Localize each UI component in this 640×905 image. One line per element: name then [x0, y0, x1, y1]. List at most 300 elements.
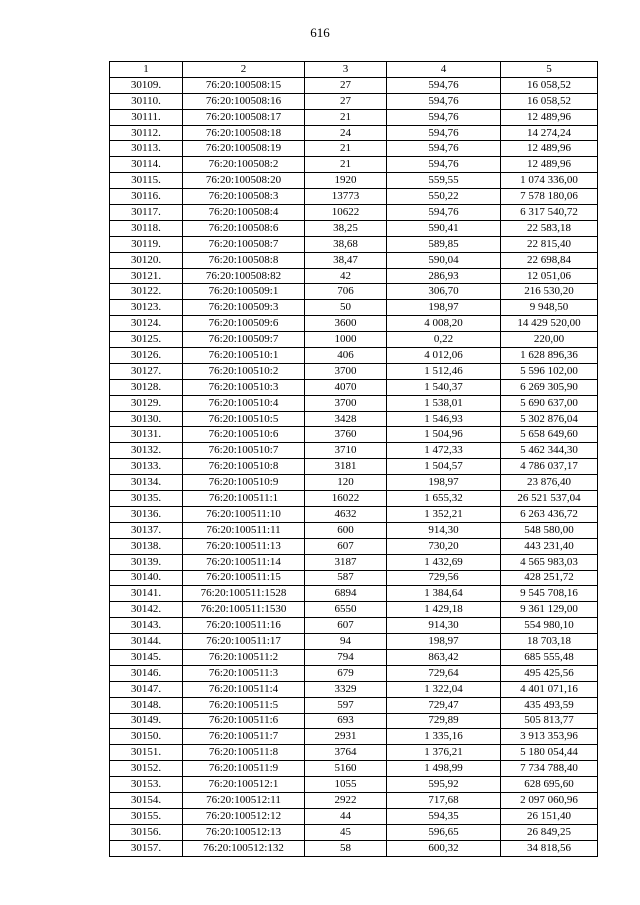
specific-value-cell: 729,89: [387, 713, 501, 729]
cadastral-number-cell: 76:20:100512:13: [183, 824, 305, 840]
cadastral-number-cell: 76:20:100511:1: [183, 491, 305, 507]
area-cell: 42: [305, 268, 387, 284]
area-cell: 38,68: [305, 236, 387, 252]
row-number-cell: 30157.: [110, 840, 183, 856]
table-row: [110, 427, 598, 443]
area-cell: 706: [305, 284, 387, 300]
cadastral-value-cell: 685 555,48: [501, 649, 598, 665]
table-row: [110, 141, 598, 157]
specific-value-cell: 594,76: [387, 125, 501, 141]
area-cell: 120: [305, 475, 387, 491]
table-row: [110, 252, 598, 268]
table-row: [110, 761, 598, 777]
cadastral-number-cell: 76:20:100511:2: [183, 649, 305, 665]
cadastral-number-cell: 76:20:100510:7: [183, 443, 305, 459]
cadastral-number-cell: 76:20:100508:15: [183, 77, 305, 93]
specific-value-cell: 550,22: [387, 189, 501, 205]
area-cell: 607: [305, 538, 387, 554]
specific-value-cell: 600,32: [387, 840, 501, 856]
table-row: [110, 300, 598, 316]
table-body: [110, 77, 598, 856]
row-number-cell: 30129.: [110, 395, 183, 411]
table-row: [110, 316, 598, 332]
cadastral-number-cell: 76:20:100510:6: [183, 427, 305, 443]
table-row: [110, 808, 598, 824]
area-cell: 21: [305, 157, 387, 173]
row-number-cell: 30143.: [110, 618, 183, 634]
table-row: [110, 475, 598, 491]
area-cell: 4070: [305, 379, 387, 395]
cadastral-value-cell: 1 628 896,36: [501, 348, 598, 364]
cadastral-value-cell: 12 489,96: [501, 157, 598, 173]
specific-value-cell: 1 352,21: [387, 506, 501, 522]
table-row: [110, 459, 598, 475]
row-number-cell: 30121.: [110, 268, 183, 284]
cadastral-number-cell: 76:20:100511:15: [183, 570, 305, 586]
table-row: [110, 220, 598, 236]
table-row: [110, 745, 598, 761]
specific-value-cell: 4 008,20: [387, 316, 501, 332]
table-row: [110, 602, 598, 618]
row-number-cell: 30109.: [110, 77, 183, 93]
area-cell: 607: [305, 618, 387, 634]
cadastral-number-cell: 76:20:100511:16: [183, 618, 305, 634]
specific-value-cell: 1 512,46: [387, 363, 501, 379]
cadastral-value-cell: 495 425,56: [501, 665, 598, 681]
cadastral-number-cell: 76:20:100511:17: [183, 634, 305, 650]
row-number-cell: 30155.: [110, 808, 183, 824]
row-number-cell: 30145.: [110, 649, 183, 665]
row-number-cell: 30149.: [110, 713, 183, 729]
specific-value-cell: 590,41: [387, 220, 501, 236]
cadastral-value-cell: 16 058,52: [501, 77, 598, 93]
cadastral-value-cell: 12 489,96: [501, 141, 598, 157]
cadastral-number-cell: 76:20:100509:7: [183, 332, 305, 348]
row-number-cell: 30136.: [110, 506, 183, 522]
cadastral-value-cell: 548 580,00: [501, 522, 598, 538]
area-cell: 3764: [305, 745, 387, 761]
table-row: [110, 236, 598, 252]
cadastral-number-cell: 76:20:100508:82: [183, 268, 305, 284]
row-number-cell: 30130.: [110, 411, 183, 427]
table-row: [110, 665, 598, 681]
cadastral-number-cell: 76:20:100508:3: [183, 189, 305, 205]
cadastral-number-cell: 76:20:100511:8: [183, 745, 305, 761]
area-cell: 679: [305, 665, 387, 681]
table-row: [110, 173, 598, 189]
cadastral-value-cell: 4 565 983,03: [501, 554, 598, 570]
cadastral-number-cell: 76:20:100509:3: [183, 300, 305, 316]
area-cell: 1000: [305, 332, 387, 348]
area-cell: 94: [305, 634, 387, 650]
table-row: [110, 840, 598, 856]
specific-value-cell: 1 432,69: [387, 554, 501, 570]
cadastral-number-cell: 76:20:100509:1: [183, 284, 305, 300]
specific-value-cell: 729,47: [387, 697, 501, 713]
table-row: [110, 824, 598, 840]
row-number-cell: 30139.: [110, 554, 183, 570]
specific-value-cell: 914,30: [387, 522, 501, 538]
cadastral-number-cell: 76:20:100508:16: [183, 93, 305, 109]
cadastral-number-cell: 76:20:100510:2: [183, 363, 305, 379]
area-cell: 3600: [305, 316, 387, 332]
row-number-cell: 30132.: [110, 443, 183, 459]
row-number-cell: 30152.: [110, 761, 183, 777]
cadastral-number-cell: 76:20:100508:8: [183, 252, 305, 268]
row-number-cell: 30147.: [110, 681, 183, 697]
cadastral-value-cell: 26 151,40: [501, 808, 598, 824]
cadastral-value-cell: 6 317 540,72: [501, 205, 598, 221]
specific-value-cell: 594,76: [387, 157, 501, 173]
area-cell: 6894: [305, 586, 387, 602]
cadastral-number-cell: 76:20:100510:4: [183, 395, 305, 411]
table-row: [110, 443, 598, 459]
table-row: [110, 506, 598, 522]
cadastral-number-cell: 76:20:100508:20: [183, 173, 305, 189]
cadastral-value-cell: 1 074 336,00: [501, 173, 598, 189]
table-row: [110, 268, 598, 284]
cadastral-value-cell: 554 980,10: [501, 618, 598, 634]
specific-value-cell: 1 504,96: [387, 427, 501, 443]
area-cell: 2922: [305, 792, 387, 808]
specific-value-cell: 1 504,57: [387, 459, 501, 475]
row-number-cell: 30141.: [110, 586, 183, 602]
row-number-cell: 30135.: [110, 491, 183, 507]
cadastral-number-cell: 76:20:100510:8: [183, 459, 305, 475]
cadastral-value-cell: 5 180 054,44: [501, 745, 598, 761]
specific-value-cell: 594,76: [387, 141, 501, 157]
area-cell: 38,25: [305, 220, 387, 236]
row-number-cell: 30127.: [110, 363, 183, 379]
specific-value-cell: 590,04: [387, 252, 501, 268]
table-row: [110, 363, 598, 379]
column-header: 3: [305, 62, 387, 78]
area-cell: 3700: [305, 395, 387, 411]
row-number-cell: 30138.: [110, 538, 183, 554]
cadastral-value-cell: 34 818,56: [501, 840, 598, 856]
area-cell: 45: [305, 824, 387, 840]
table-row: [110, 713, 598, 729]
area-cell: 27: [305, 77, 387, 93]
cadastral-value-cell: 16 058,52: [501, 93, 598, 109]
area-cell: 24: [305, 125, 387, 141]
specific-value-cell: 729,56: [387, 570, 501, 586]
area-cell: 27: [305, 93, 387, 109]
table-row: [110, 792, 598, 808]
cadastral-value-cell: 443 231,40: [501, 538, 598, 554]
row-number-cell: 30124.: [110, 316, 183, 332]
specific-value-cell: 594,76: [387, 93, 501, 109]
cadastral-value-cell: 435 493,59: [501, 697, 598, 713]
specific-value-cell: 4 012,06: [387, 348, 501, 364]
cadastral-value-cell: 7 578 180,06: [501, 189, 598, 205]
row-number-cell: 30114.: [110, 157, 183, 173]
column-header: 4: [387, 62, 501, 78]
table-row: [110, 125, 598, 141]
cadastral-value-cell: 14 429 520,00: [501, 316, 598, 332]
area-cell: 3700: [305, 363, 387, 379]
cadastral-value-cell: 22 815,40: [501, 236, 598, 252]
specific-value-cell: 1 335,16: [387, 729, 501, 745]
row-number-cell: 30150.: [110, 729, 183, 745]
table-row: [110, 379, 598, 395]
cadastral-value-cell: 5 690 637,00: [501, 395, 598, 411]
specific-value-cell: 594,35: [387, 808, 501, 824]
area-cell: 50: [305, 300, 387, 316]
cadastral-number-cell: 76:20:100511:5: [183, 697, 305, 713]
cadastral-number-cell: 76:20:100511:1528: [183, 586, 305, 602]
cadastral-value-cell: 428 251,72: [501, 570, 598, 586]
cadastral-number-cell: 76:20:100508:6: [183, 220, 305, 236]
table-row: [110, 777, 598, 793]
cadastral-value-cell: 220,00: [501, 332, 598, 348]
table-row: [110, 522, 598, 538]
table-row: [110, 586, 598, 602]
cadastral-number-cell: 76:20:100511:6: [183, 713, 305, 729]
cadastral-number-cell: 76:20:100511:7: [183, 729, 305, 745]
specific-value-cell: 595,92: [387, 777, 501, 793]
cadastral-number-cell: 76:20:100510:5: [183, 411, 305, 427]
area-cell: 58: [305, 840, 387, 856]
area-cell: 13773: [305, 189, 387, 205]
cadastral-number-cell: 76:20:100511:10: [183, 506, 305, 522]
table-row: [110, 348, 598, 364]
row-number-cell: 30128.: [110, 379, 183, 395]
area-cell: 3710: [305, 443, 387, 459]
cadastral-value-cell: 23 876,40: [501, 475, 598, 491]
area-cell: 587: [305, 570, 387, 586]
table-row: [110, 157, 598, 173]
table-row: [110, 77, 598, 93]
specific-value-cell: 914,30: [387, 618, 501, 634]
cadastral-number-cell: 76:20:100510:1: [183, 348, 305, 364]
table-row: [110, 332, 598, 348]
cadastral-number-cell: 76:20:100511:11: [183, 522, 305, 538]
cadastral-number-cell: 76:20:100512:12: [183, 808, 305, 824]
table-row: [110, 681, 598, 697]
row-number-cell: 30140.: [110, 570, 183, 586]
row-number-cell: 30118.: [110, 220, 183, 236]
area-cell: 600: [305, 522, 387, 538]
cadastral-value-cell: 12 489,96: [501, 109, 598, 125]
row-number-cell: 30146.: [110, 665, 183, 681]
cadastral-number-cell: 76:20:100511:4: [183, 681, 305, 697]
cadastral-value-cell: 3 913 353,96: [501, 729, 598, 745]
cadastral-number-cell: 76:20:100511:1530: [183, 602, 305, 618]
specific-value-cell: 594,76: [387, 109, 501, 125]
cadastral-number-cell: 76:20:100511:14: [183, 554, 305, 570]
area-cell: 44: [305, 808, 387, 824]
specific-value-cell: 1 376,21: [387, 745, 501, 761]
specific-value-cell: 286,93: [387, 268, 501, 284]
row-number-cell: 30119.: [110, 236, 183, 252]
specific-value-cell: 1 498,99: [387, 761, 501, 777]
column-header: 5: [501, 62, 598, 78]
table-row: [110, 491, 598, 507]
table-row: [110, 538, 598, 554]
row-number-cell: 30144.: [110, 634, 183, 650]
row-number-cell: 30111.: [110, 109, 183, 125]
area-cell: 597: [305, 697, 387, 713]
cadastral-number-cell: 76:20:100509:6: [183, 316, 305, 332]
cadastral-value-cell: 4 401 071,16: [501, 681, 598, 697]
cadastral-value-cell: 9 948,50: [501, 300, 598, 316]
row-number-cell: 30123.: [110, 300, 183, 316]
column-header: 2: [183, 62, 305, 78]
area-cell: 3181: [305, 459, 387, 475]
area-cell: 1920: [305, 173, 387, 189]
cadastral-value-table: [109, 61, 598, 857]
area-cell: 3760: [305, 427, 387, 443]
cadastral-value-cell: 5 658 649,60: [501, 427, 598, 443]
table-row: [110, 570, 598, 586]
cadastral-number-cell: 76:20:100512:132: [183, 840, 305, 856]
cadastral-number-cell: 76:20:100508:18: [183, 125, 305, 141]
specific-value-cell: 1 655,32: [387, 491, 501, 507]
specific-value-cell: 306,70: [387, 284, 501, 300]
specific-value-cell: 198,97: [387, 634, 501, 650]
specific-value-cell: 1 429,18: [387, 602, 501, 618]
cadastral-value-cell: 4 786 037,17: [501, 459, 598, 475]
area-cell: 16022: [305, 491, 387, 507]
row-number-cell: 30110.: [110, 93, 183, 109]
specific-value-cell: 589,85: [387, 236, 501, 252]
specific-value-cell: 0,22: [387, 332, 501, 348]
table-row: [110, 697, 598, 713]
row-number-cell: 30142.: [110, 602, 183, 618]
specific-value-cell: 594,76: [387, 205, 501, 221]
table-row: [110, 649, 598, 665]
cadastral-value-cell: 14 274,24: [501, 125, 598, 141]
table-row: [110, 189, 598, 205]
cadastral-value-cell: 6 263 436,72: [501, 506, 598, 522]
area-cell: 5160: [305, 761, 387, 777]
table-row: [110, 109, 598, 125]
table-row: [110, 411, 598, 427]
row-number-cell: 30113.: [110, 141, 183, 157]
table-row: [110, 554, 598, 570]
cadastral-value-cell: 26 849,25: [501, 824, 598, 840]
cadastral-value-cell: 5 462 344,30: [501, 443, 598, 459]
cadastral-number-cell: 76:20:100508:7: [183, 236, 305, 252]
cadastral-value-cell: 26 521 537,04: [501, 491, 598, 507]
row-number-cell: 30122.: [110, 284, 183, 300]
row-number-cell: 30153.: [110, 777, 183, 793]
cadastral-number-cell: 76:20:100510:3: [183, 379, 305, 395]
cadastral-value-cell: 12 051,06: [501, 268, 598, 284]
row-number-cell: 30134.: [110, 475, 183, 491]
cadastral-number-cell: 76:20:100508:2: [183, 157, 305, 173]
specific-value-cell: 1 472,33: [387, 443, 501, 459]
cadastral-value-cell: 5 302 876,04: [501, 411, 598, 427]
cadastral-value-cell: 6 269 305,90: [501, 379, 598, 395]
row-number-cell: 30112.: [110, 125, 183, 141]
cadastral-number-cell: 76:20:100511:13: [183, 538, 305, 554]
cadastral-value-cell: 9 545 708,16: [501, 586, 598, 602]
area-cell: 794: [305, 649, 387, 665]
specific-value-cell: 729,64: [387, 665, 501, 681]
cadastral-value-cell: 18 703,18: [501, 634, 598, 650]
specific-value-cell: 1 384,64: [387, 586, 501, 602]
row-number-cell: 30148.: [110, 697, 183, 713]
cadastral-number-cell: 76:20:100510:9: [183, 475, 305, 491]
column-header: 1: [110, 62, 183, 78]
area-cell: 21: [305, 109, 387, 125]
table-row: [110, 729, 598, 745]
specific-value-cell: 730,20: [387, 538, 501, 554]
cadastral-number-cell: 76:20:100508:4: [183, 205, 305, 221]
cadastral-number-cell: 76:20:100512:1: [183, 777, 305, 793]
specific-value-cell: 1 540,37: [387, 379, 501, 395]
table-row: [110, 395, 598, 411]
area-cell: 3428: [305, 411, 387, 427]
area-cell: 4632: [305, 506, 387, 522]
row-number-cell: 30133.: [110, 459, 183, 475]
cadastral-value-cell: 5 596 102,00: [501, 363, 598, 379]
cadastral-number-cell: 76:20:100511:3: [183, 665, 305, 681]
cadastral-value-cell: 7 734 788,40: [501, 761, 598, 777]
specific-value-cell: 1 322,04: [387, 681, 501, 697]
cadastral-value-cell: 505 813,77: [501, 713, 598, 729]
cadastral-number-cell: 76:20:100512:11: [183, 792, 305, 808]
cadastral-value-cell: 9 361 129,00: [501, 602, 598, 618]
cadastral-number-cell: 76:20:100508:17: [183, 109, 305, 125]
area-cell: 3329: [305, 681, 387, 697]
page-number: 616: [310, 25, 330, 40]
area-cell: 10622: [305, 205, 387, 221]
row-number-cell: 30156.: [110, 824, 183, 840]
area-cell: 38,47: [305, 252, 387, 268]
specific-value-cell: 198,97: [387, 475, 501, 491]
table-row: [110, 634, 598, 650]
table-row: [110, 205, 598, 221]
area-cell: 21: [305, 141, 387, 157]
row-number-cell: 30126.: [110, 348, 183, 364]
table-row: [110, 618, 598, 634]
row-number-cell: 30131.: [110, 427, 183, 443]
area-cell: 693: [305, 713, 387, 729]
area-cell: 2931: [305, 729, 387, 745]
specific-value-cell: 559,55: [387, 173, 501, 189]
row-number-cell: 30151.: [110, 745, 183, 761]
row-number-cell: 30137.: [110, 522, 183, 538]
cadastral-value-cell: 628 695,60: [501, 777, 598, 793]
cadastral-value-cell: 216 530,20: [501, 284, 598, 300]
specific-value-cell: 1 546,93: [387, 411, 501, 427]
cadastral-value-cell: 22 583,18: [501, 220, 598, 236]
row-number-cell: 30154.: [110, 792, 183, 808]
row-number-cell: 30125.: [110, 332, 183, 348]
area-cell: 1055: [305, 777, 387, 793]
row-number-cell: 30116.: [110, 189, 183, 205]
row-number-cell: 30117.: [110, 205, 183, 221]
table-row: [110, 284, 598, 300]
area-cell: 406: [305, 348, 387, 364]
row-number-cell: 30120.: [110, 252, 183, 268]
specific-value-cell: 717,68: [387, 792, 501, 808]
table-row: [110, 93, 598, 109]
specific-value-cell: 1 538,01: [387, 395, 501, 411]
specific-value-cell: 863,42: [387, 649, 501, 665]
area-cell: 6550: [305, 602, 387, 618]
specific-value-cell: 596,65: [387, 824, 501, 840]
area-cell: 3187: [305, 554, 387, 570]
cadastral-number-cell: 76:20:100508:19: [183, 141, 305, 157]
row-number-cell: 30115.: [110, 173, 183, 189]
specific-value-cell: 198,97: [387, 300, 501, 316]
cadastral-value-cell: 2 097 060,96: [501, 792, 598, 808]
cadastral-value-cell: 22 698,84: [501, 252, 598, 268]
